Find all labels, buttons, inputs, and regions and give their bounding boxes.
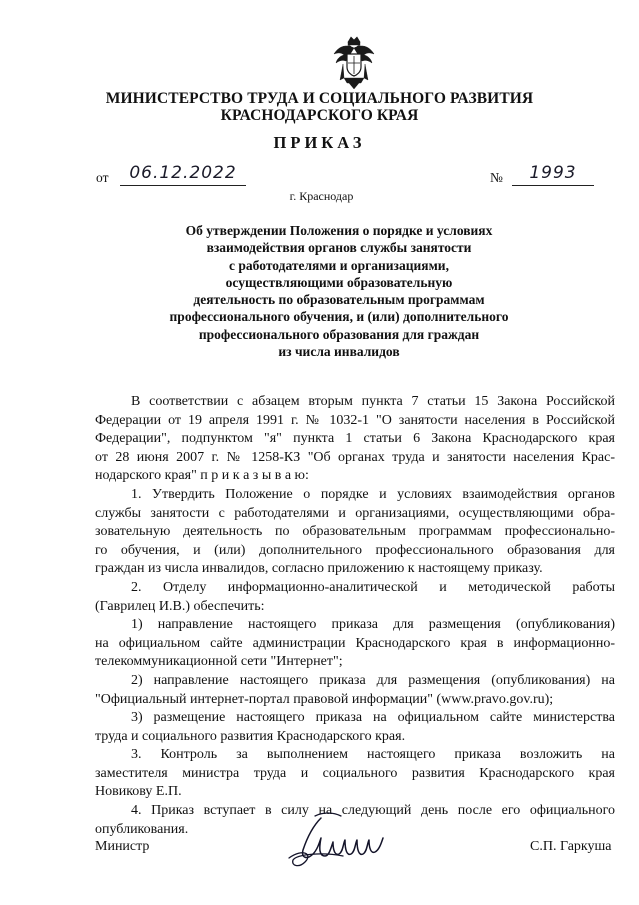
ministry-name bbox=[0, 90, 639, 124]
body-line: граждан из числа инвалидов, согласно приложению к настоящему приказу. bbox=[95, 561, 543, 577]
subject-line: Об утверждении Положения о порядке и условиях bbox=[185, 223, 493, 238]
ministry-name-line2: КРАСНОДАРСКОГО КРАЯ bbox=[220, 107, 419, 124]
signer-name: С.П. Гаркуша bbox=[530, 839, 612, 854]
order-body bbox=[95, 393, 615, 839]
coat-of-arms-icon bbox=[331, 36, 377, 90]
body-line: Федерации", подпунктом "я" пункта 1 статьи 6 Закона Краснодарского края bbox=[95, 431, 615, 447]
number-label: № bbox=[490, 170, 503, 185]
order-subject bbox=[150, 222, 528, 360]
body-line: Новикову Е.П. bbox=[95, 784, 182, 800]
body-line: 4. Приказ вступает в силу на следующий день после его официального bbox=[131, 803, 615, 819]
body-line: телекоммуникационной сети "Интернет"; bbox=[95, 654, 343, 670]
body-line: В соответствии с абзацем вторым пункта 7 статьи 15 Закона Российской bbox=[131, 394, 615, 409]
subject-line: с работодателями и организациями, bbox=[229, 257, 449, 273]
body-line: "Официальный интернет-портал правовой информации" (www.pravo.gov.ru); bbox=[95, 691, 554, 707]
body-line: от 28 июня 2007 г. № 1258-КЗ "Об органах труда и занятости населения Крас- bbox=[95, 449, 615, 465]
subject-line: взаимодействия органов службы занятости bbox=[206, 240, 472, 256]
subject-line: профессионального образования для граждан bbox=[198, 326, 480, 342]
handwritten-signature-icon bbox=[283, 808, 388, 870]
body-line: 3) размещение настоящего приказа на официальном сайте министерства bbox=[131, 710, 615, 726]
subject-line: осуществляющими образовательную bbox=[225, 274, 453, 290]
subject-line: профессионального обучения, и (или) дополнительного bbox=[169, 309, 509, 325]
order-date: 06.12.2022 bbox=[120, 163, 246, 186]
body-line: 2. Отделу информационно-аналитической и методической работы bbox=[131, 579, 615, 595]
body-line: 1. Утвердить Положение о порядке и условиях взаимодействия органов bbox=[131, 486, 615, 502]
body-line: (Гаврилец И.В.) обеспечить: bbox=[95, 598, 265, 614]
ministry-name-line1: МИНИСТЕРСТВО ТРУДА И СОЦИАЛЬНОГО РАЗВИТИЯ bbox=[105, 90, 534, 107]
body-line: 1) направление настоящего приказа для размещения (опубликования) bbox=[131, 617, 615, 633]
body-line: 3. Контроль за выполнением настоящего приказа возложить на bbox=[131, 747, 615, 763]
body-line: го обучения, и (или) дополнительного профессионального образования для bbox=[95, 542, 615, 558]
body-line: заместителя министра труда и социального развития Краснодарского края bbox=[95, 765, 615, 781]
order-title: ПРИКАЗ bbox=[273, 133, 366, 152]
body-line: службы занятости с работодателями и организациями, осуществляющими обра- bbox=[95, 505, 615, 521]
body-line: опубликования. bbox=[95, 821, 189, 837]
body-line: нодарского края" п р и к а з ы в а ю: bbox=[95, 468, 309, 484]
body-line: зовательную деятельность по образовательным программам профессионально- bbox=[95, 524, 615, 540]
body-line: 2) направление настоящего приказа для размещения (опубликования) на bbox=[131, 672, 615, 688]
signer-role: Министр bbox=[95, 839, 150, 854]
city: г. Краснодар bbox=[289, 189, 354, 203]
body-line: Федерации от 19 апреля 1991 г. № 1032-1 "О занятости населения в Российской bbox=[95, 412, 615, 428]
body-line: на официальном сайте администрации Краснодарского края в информационно- bbox=[95, 635, 615, 651]
subject-line: из числа инвалидов bbox=[278, 344, 400, 360]
date-label: от bbox=[96, 170, 109, 185]
order-number: 1993 bbox=[512, 163, 594, 186]
body-line: труда и социального развития Краснодарского края. bbox=[95, 728, 406, 744]
subject-line: деятельность по образовательным программам bbox=[193, 292, 485, 308]
